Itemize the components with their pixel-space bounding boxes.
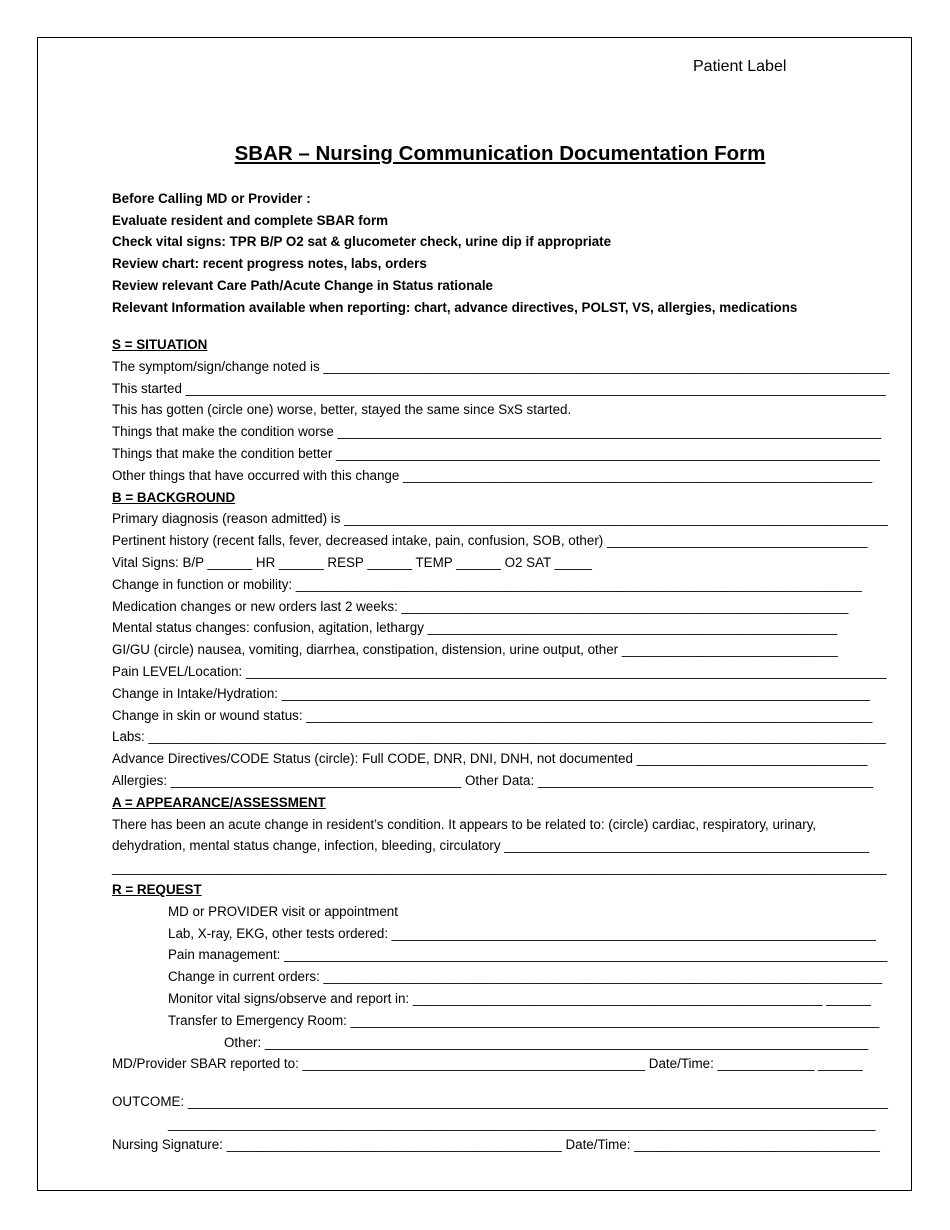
instruction-line: Review chart: recent progress notes, labs, orders <box>112 256 427 271</box>
background-medication-field[interactable]: Medication changes or new orders last 2 weeks: ____________________________________________________________ <box>112 599 849 614</box>
situation-better-field[interactable]: Things that make the condition better _________________________________________________________________________ <box>112 446 880 461</box>
request-monitor-field[interactable]: Monitor vital signs/observe and report in: _______________________________________________________ ______ <box>168 991 871 1006</box>
background-labs-field[interactable]: Labs: ___________________________________________________________________________________________________ <box>112 729 886 744</box>
patient-label: Patient Label <box>693 58 787 75</box>
background-diagnosis-field[interactable]: Primary diagnosis (reason admitted) is _________________________________________________________________________ <box>112 511 888 526</box>
background-code-status-field[interactable]: Advance Directives/CODE Status (circle): Full CODE, DNR, DNI, DNH, not documented _______________________________ <box>112 751 868 766</box>
situation-trend-choice[interactable]: This has gotten (circle one) worse, better, stayed the same since SxS started. <box>112 402 572 417</box>
instruction-line: Before Calling MD or Provider : <box>112 191 311 206</box>
background-history-field[interactable]: Pertinent history (recent falls, fever, decreased intake, pain, confusion, SOB, other) ___________________________________ <box>112 533 868 548</box>
request-heading: R = REQUEST <box>112 882 202 897</box>
background-allergies-field[interactable]: Allergies: _______________________________________ Other Data: _____________________________________________ <box>112 773 874 788</box>
situation-worse-field[interactable]: Things that make the condition worse _________________________________________________________________________ <box>112 424 882 439</box>
assessment-field[interactable]: dehydration, mental status change, infection, bleeding, circulatory _________________________________________________ <box>112 838 870 853</box>
situation-heading: S = SITUATION <box>112 337 208 352</box>
background-skin-field[interactable]: Change in skin or wound status: ____________________________________________________________________________ <box>112 708 873 723</box>
request-orders-field[interactable]: Change in current orders: ___________________________________________________________________________ <box>168 969 883 984</box>
instruction-line: Check vital signs: TPR B/P O2 sat & glucometer check, urine dip if appropriate <box>112 234 612 249</box>
background-mental-status-field[interactable]: Mental status changes: confusion, agitation, lethargy _______________________________________________________ <box>112 620 838 635</box>
assessment-heading: A = APPEARANCE/ASSESSMENT <box>112 795 326 810</box>
assessment-extra-field[interactable]: ________________________________________________________________________________________________________ <box>112 860 887 875</box>
background-gigu-field[interactable]: GI/GU (circle) nausea, vomiting, diarrhea, constipation, distension, urine output, other _____________________________ <box>112 642 838 657</box>
background-intake-field[interactable]: Change in Intake/Hydration: _______________________________________________________________________________ <box>112 686 871 701</box>
situation-symptom-field[interactable]: The symptom/sign/change noted is ____________________________________________________________________________ <box>112 359 890 374</box>
reported-to-field[interactable]: MD/Provider SBAR reported to: ______________________________________________ Date/Time: _____________ ______ <box>112 1056 863 1071</box>
background-heading: B = BACKGROUND <box>112 490 236 505</box>
request-tests-field[interactable]: Lab, X-ray, EKG, other tests ordered: _________________________________________________________________ <box>168 926 876 941</box>
outcome-field[interactable]: OUTCOME: ______________________________________________________________________________________________ <box>112 1094 888 1109</box>
nursing-signature-field[interactable]: Nursing Signature: _____________________________________________ Date/Time: _________________________________ <box>112 1137 880 1152</box>
outcome-extra-field[interactable]: _______________________________________________________________________________________________ <box>168 1116 876 1131</box>
instruction-line: Relevant Information available when reporting: chart, advance directives, POLST, VS, allergies, medications <box>112 300 798 315</box>
background-pain-field[interactable]: Pain LEVEL/Location: ______________________________________________________________________________________ <box>112 664 887 679</box>
form-title: SBAR – Nursing Communication Documentation Form <box>234 142 766 165</box>
request-pain-field[interactable]: Pain management: _________________________________________________________________________________ <box>168 947 888 962</box>
background-mobility-field[interactable]: Change in function or mobility: ____________________________________________________________________________ <box>112 577 862 592</box>
situation-other-field[interactable]: Other things that have occurred with this change _______________________________________________________________ <box>112 468 873 483</box>
request-transfer-field[interactable]: Transfer to Emergency Room: _______________________________________________________________________ <box>168 1013 880 1028</box>
request-visit-option[interactable]: MD or PROVIDER visit or appointment <box>168 904 398 919</box>
instruction-line: Evaluate resident and complete SBAR form <box>112 213 389 228</box>
background-vitals-field[interactable]: Vital Signs: B/P ______ HR ______ RESP ______ TEMP ______ O2 SAT _____ <box>112 555 592 570</box>
situation-started-field[interactable]: This started ______________________________________________________________________________________________ <box>112 381 886 396</box>
assessment-text: There has been an acute change in resident’s condition. It appears to be related to: (circle) cardiac, respiratory, urinary, <box>112 817 817 832</box>
instruction-line: Review relevant Care Path/Acute Change in Status rationale <box>112 278 494 293</box>
request-other-field[interactable]: Other: _________________________________________________________________________________ <box>224 1035 869 1050</box>
